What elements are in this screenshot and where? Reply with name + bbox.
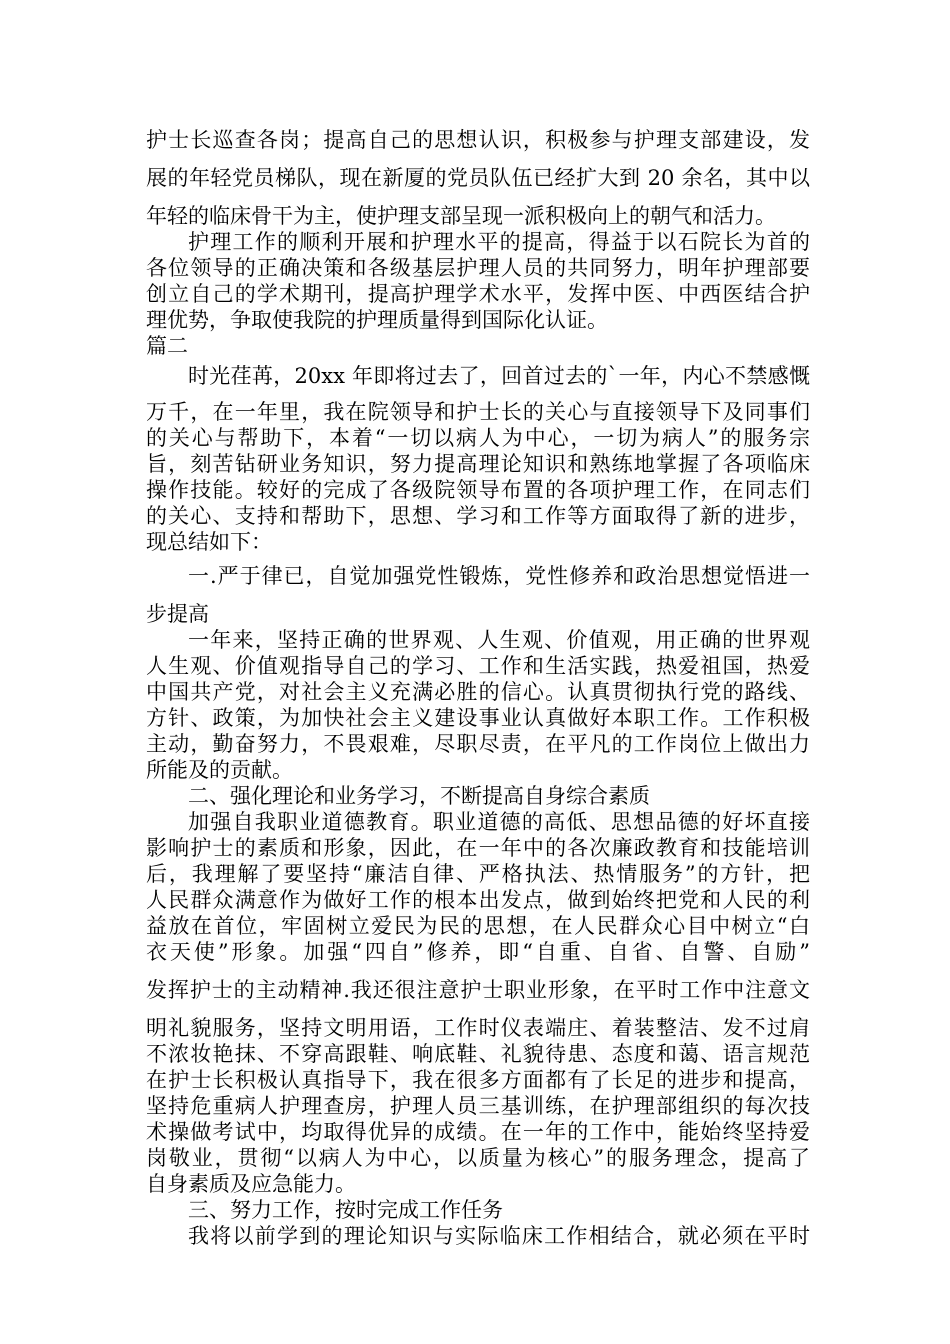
text-line-9: 时光荏苒，20xx 年即将过去了，回首过去的`一年，内心不禁感慨 [188, 364, 810, 388]
section-heading-three: 三、努力工作，按时完成工作任务 [188, 1198, 503, 1222]
text-line-4: 护理工作的顺利开展和护理水平的提高，得益于以石院长为首的 [188, 230, 810, 254]
text-line-35: 坚持危重病人护理查房，护理人员三基训练，在护理部组织的每次技 [146, 1094, 810, 1118]
text-line-28: 人民群众满意作为做好工作的根本出发点，做到始终把党和人民的利 [146, 888, 810, 912]
text-line-19: 人生观、价值观指导自己的学习、工作和生活实践，热爱祖国，热爱 [146, 654, 810, 678]
section-heading-part-two: 篇二 [146, 334, 188, 358]
text-line-23: 所能及的贡献。 [146, 758, 293, 782]
text-line-37: 岗敬业，贯彻“以病人为中心，以质量为核心”的服务理念，提高了 [146, 1146, 810, 1170]
text-line-26: 影响护士的素质和形象，因此，在一年中的各次廉政教育和技能培训 [146, 836, 810, 860]
text-line-18: 一年来，坚持正确的世界观、人生观、价值观，用正确的世界观 [188, 628, 810, 652]
text-line-13: 操作技能。较好的完成了各级院领导布置的各项护理工作，在同志们 [146, 478, 810, 502]
text-line-25: 加强自我职业道德教育。职业道德的高低、思想品德的好坏直接 [188, 810, 810, 834]
text-line-27: 后，我理解了要坚持“廉洁自律、严格执法、热情服务”的方针，把 [146, 862, 810, 886]
text-line-3: 年轻的临床骨干为主，使护理支部呈现一派积极向上的朝气和活力。 [146, 204, 776, 228]
text-line-20: 中国共产党，对社会主义充满必胜的信心。认真贯彻执行党的路线、 [146, 680, 810, 704]
text-line-15: 现总结如下： [146, 530, 272, 554]
section-heading-two: 二、强化理论和业务学习，不断提高自身综合素质 [188, 784, 650, 808]
text-line-14: 的关心、支持和帮助下，思想、学习和工作等方面取得了新的进步， [146, 504, 810, 528]
text-line-30: 衣天使”形象。加强“四自”修养，即“自重、自省、自警、自励” [146, 940, 810, 964]
text-line-1: 护士长巡查各岗；提高自己的思想认识，积极参与护理支部建设，发 [146, 128, 810, 152]
text-line-32: 明礼貌服务，坚持文明用语，工作时仪表端庄、着装整洁、发不过肩 [146, 1016, 810, 1040]
text-line-6: 创立自己的学术期刊，提高护理学术水平，发挥中医、中西医结合护 [146, 282, 810, 306]
text-line-38: 自身素质及应急能力。 [146, 1172, 356, 1196]
text-line-7: 理优势，争取使我院的护理质量得到国际化认证。 [146, 308, 608, 332]
text-line-5: 各位领导的正确决策和各级基层护理人员的共同努力，明年护理部要 [146, 256, 810, 280]
section-heading-one: 一.严于律已，自觉加强党性锻炼，党性修养和政治思想觉悟进一 [188, 564, 810, 588]
text-line-11: 的关心与帮助下，本着“一切以病人为中心，一切为病人”的服务宗 [146, 426, 810, 450]
text-line-12: 旨，刻苦钻研业务知识，努力提高理论知识和熟练地掌握了各项临床 [146, 452, 810, 476]
text-line-29: 益放在首位，牢固树立爱民为民的思想，在人民群众心目中树立“白 [146, 914, 810, 938]
text-line-31: 发挥护士的主动精神.我还很注意护士职业形象，在平时工作中注意文 [146, 978, 810, 1002]
text-line-33: 不浓妆艳抹、不穿高跟鞋、响底鞋、礼貌待患、态度和蔼、语言规范 [146, 1042, 810, 1066]
text-line-21: 方针、政策，为加快社会主义建设事业认真做好本职工作。工作积极 [146, 706, 810, 730]
text-line-36: 术操做考试中，均取得优异的成绩。在一年的工作中，能始终坚持爱 [146, 1120, 810, 1144]
text-line-22: 主动，勤奋努力，不畏艰难，尽职尽责，在平凡的工作岗位上做出力 [146, 732, 810, 756]
text-line-40: 我将以前学到的理论知识与实际临床工作相结合，就必须在平时 [188, 1224, 810, 1248]
text-line-10: 万千，在一年里，我在院领导和护士长的关心与直接领导下及同事们 [146, 400, 810, 424]
text-line-34: 在护士长积极认真指导下，我在很多方面都有了长足的进步和提高， [146, 1068, 810, 1092]
text-line-2: 展的年轻党员梯队，现在新厦的党员队伍已经扩大到 20 余名，其中以 [146, 166, 810, 190]
section-heading-one-cont: 步提高 [146, 602, 209, 626]
